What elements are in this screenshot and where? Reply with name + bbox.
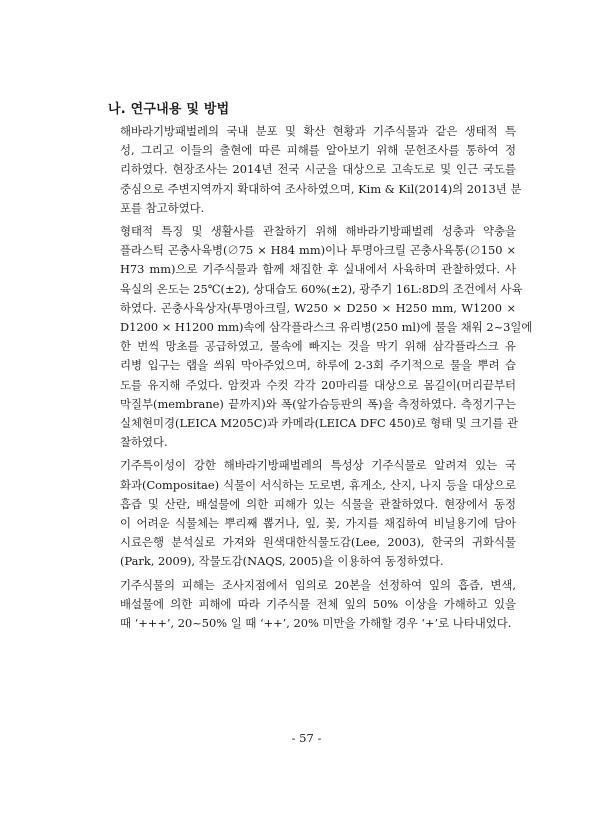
paragraph-line: 이 어려운 식물체는 뿌리째 뽑거나, 잎, 꽃, 가지를 채집하여 비닐용기에 담아 xyxy=(120,516,516,531)
paragraph-line: 기주특이성이 강한 해바라기방패벌레의 특성상 기주식물로 알려져 있는 국 xyxy=(120,458,516,473)
paragraph-line: 실체현미경(LEICA M205C)과 카메라(LEICA DFC 450)로 형태 및 크기를 관 xyxy=(120,416,519,431)
paragraph-line: 찰하였다. xyxy=(120,435,168,450)
paragraph-line: 포를 참고하였다. xyxy=(120,200,205,215)
paragraph-line: 중심으로 주변지역까지 확대하여 조사하였으며, Kim & Kil(2014)의 2013년 분 xyxy=(120,181,522,196)
paragraph-line: D1200 × H1200 mm)속에 삼각플라스크 유리병(250 ml)에 물을 채워 2~3일에 xyxy=(120,320,533,335)
paragraph xyxy=(108,576,516,634)
section-body xyxy=(108,122,533,637)
paragraph-line: 화과(Compositae) 식물이 서식하는 도로변, 휴게소, 산지, 나지 등을 대상으로 xyxy=(120,477,516,492)
paragraph-line: 플라스틱 곤충사육병(∅75 × H84 mm)이나 투명아크릴 곤충사육통(∅150 × xyxy=(120,243,516,258)
section-heading: 나. 연구내용 및 방법 xyxy=(108,102,230,117)
paragraph-line: 해바라기방패벌레의 국내 분포 및 확산 현황과 기주식물과 같은 생태적 특 xyxy=(120,124,516,138)
paragraph-line: H73 mm)으로 기주식물과 함께 채집한 후 실내에서 사육하며 관찰하였다. 사 xyxy=(120,262,516,277)
paragraph-line: 시료은행 분석실로 가져와 원색대한식물도감(Lee, 2003), 한국의 귀화식물 xyxy=(120,535,516,550)
paragraph-line: 막질부(membrane) 끝까지)와 폭(앞가슴등판의 폭)을 측정하였다. 측정기구는 xyxy=(120,396,516,411)
paragraph-line: 흡즙 및 산란, 배설물에 의한 피해가 있는 식물을 관찰하였다. 현장에서 동정 xyxy=(120,496,516,511)
paragraph-line: 기주식물의 피해는 조사지점에서 임의로 20본을 선정하여 잎의 흡즙, 변색, xyxy=(120,577,516,592)
page-number: - 57 - xyxy=(291,731,322,745)
paragraph-line: 형태적 특징 및 생활사를 관찰하기 위해 해바라기방패벌레 성충과 약충을 xyxy=(120,224,516,239)
paragraph-line: 하였다. 곤충사육상자(투명아크릴, W250 × D250 × H250 mm, W1200 × xyxy=(120,300,516,315)
paragraph xyxy=(108,122,522,218)
paragraph-line: 때 ‘+++’, 20~50% 일 때 ‘++’, 20% 미만을 가해할 경우 ‘+’로 나타내었다. xyxy=(120,616,512,631)
paragraph-line: 배설물에 의한 피해에 따라 기주식물 전체 잎의 50% 이상을 가해하고 있을 xyxy=(120,596,516,611)
paragraph-line: 도를 유지해 주었다. 암컷과 수컷 각각 20마리를 대상으로 몸길이(머리끝부터 xyxy=(120,377,516,392)
paragraph-line: (Park, 2009), 작물도감(NAQS, 2005)을 이용하여 동정하였다. xyxy=(120,554,444,569)
paragraph-line: 성, 그리고 이들의 출현에 따른 피해를 알아보기 위해 문헌조사를 통하여 정 xyxy=(120,143,516,158)
paragraph-line: 한 번씩 망초를 공급하였고, 물속에 빠지는 것을 막기 위해 삼각플라스크 유 xyxy=(120,339,516,354)
paragraph xyxy=(108,456,516,571)
paragraph-line: 리하였다. 현장조사는 2014년 전국 시군을 대상으로 고속도로 및 인근 국도를 xyxy=(120,162,516,177)
paragraph xyxy=(108,222,533,452)
paragraph-line: 육실의 온도는 25℃(±2), 상대습도 60%(±2), 광주기 16L:8D의 조건에서 사육 xyxy=(120,281,523,296)
paragraph-line: 리병 입구는 랩을 씌워 막아주었으며, 하루에 2-3회 주기적으로 물을 뿌려 습 xyxy=(120,358,516,373)
